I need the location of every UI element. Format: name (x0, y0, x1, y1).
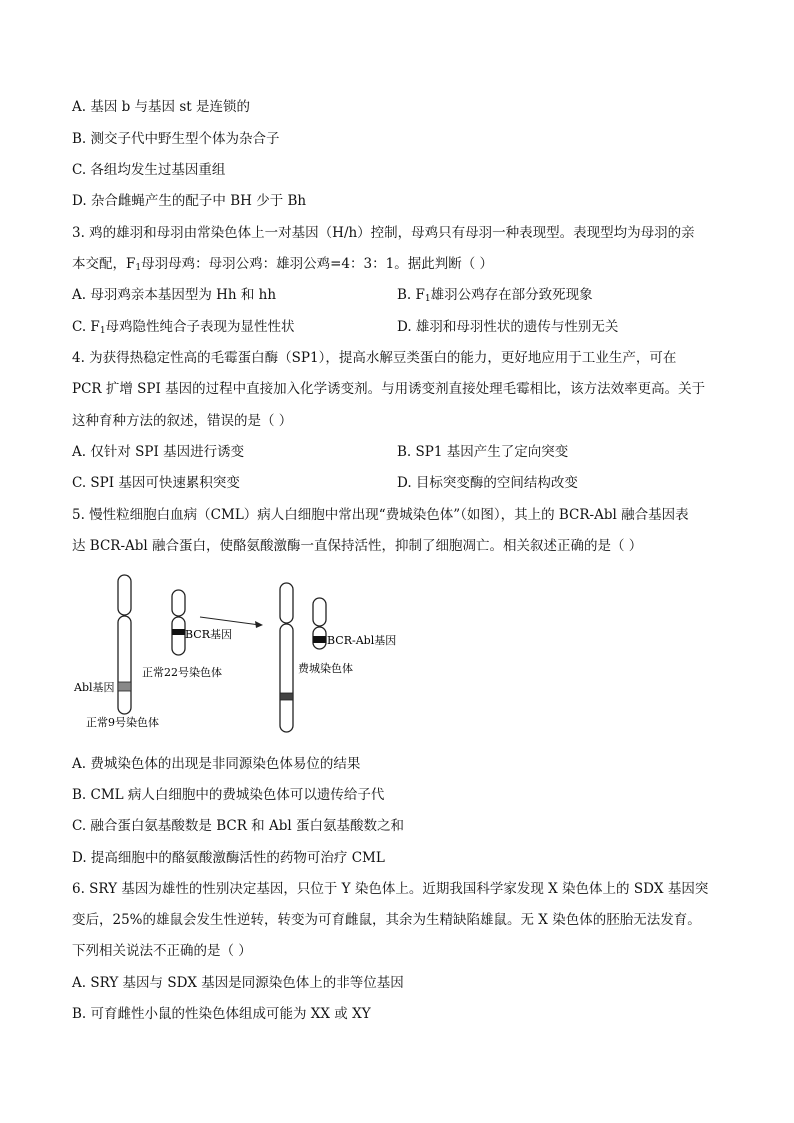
abl-gene-band (118, 682, 131, 691)
q3-option-c: C. $F_1$母鸡隐性纯合子表现为显性性状 (72, 319, 295, 336)
chromosome-translocation-figure (60, 565, 440, 745)
chromosome-9 (118, 575, 131, 714)
q4-option-b: B. SP1 基因产生了定向突变 (397, 444, 569, 460)
chr9-label: 正常9号染色体 (86, 716, 159, 729)
q6-option-b: B. 可育雌性小鼠的性染色体组成可能为 XX 或 XY (72, 1006, 371, 1022)
q4-option-a: A. 仅针对 SPI 基因进行诱变 (72, 444, 245, 460)
abl-gene-label: Abl基因 (74, 681, 115, 694)
q4-option-d: D. 目标突变酶的空间结构改变 (397, 475, 578, 491)
q2-option-c: C. 各组均发生过基因重组 (72, 162, 226, 178)
q4-stem-line3: 这种育种方法的叙述，错误的是（ ） (72, 413, 293, 429)
chr22-label: 正常22号染色体 (142, 666, 222, 679)
q4-option-c: C. SPI 基因可快速累积突变 (72, 475, 240, 491)
q5-stem-line1: 5. 慢性粒细胞白血病（CML）病人白细胞中常出现“费城染色体”（如图），其上的 BCR-Abl 融合基因表 (72, 507, 689, 523)
q5-option-c: C. 融合蛋白氨基酸数是 BCR 和 Abl 蛋白氨基酸数之和 (72, 818, 404, 834)
bcr-gene-band (172, 629, 185, 635)
q3-option-d: D. 雄羽和母羽性状的遗传与性别无关 (397, 319, 619, 335)
q6-stem-line1: 6. SRY 基因为雄性的性别决定基因，只位于 Y 染色体上。近期我国科学家发现 X 染色体上的 SDX 基因突 (72, 881, 709, 897)
q5-option-a: A. 费城染色体的出现是非同源染色体易位的结果 (72, 756, 361, 772)
q3-stem-line2: 本交配，$F_1$母羽母鸡：母羽公鸡：雄羽公鸡=4：3：1。据此判断（ ） (72, 256, 493, 273)
q2-option-d: D. 杂合雌蝇产生的配子中 BH 少于 Bh (72, 193, 307, 209)
bcr-abl-gene-label: BCR-Abl基因 (327, 634, 397, 647)
q6-stem-line3: 下列相关说法不正确的是（ ） (72, 943, 252, 959)
q4-stem-line2: PCR 扩增 SPI 基因的过程中直接加入化学诱变剂。与用诱变剂直接处理毛霉相比，该方法效率更高。关于 (72, 381, 706, 397)
bcr-gene-label: BCR基因 (185, 628, 232, 641)
chromosome-22 (172, 590, 185, 655)
q3-option-b: B. $F_1$雄羽公鸡存在部分致死现象 (397, 287, 593, 304)
bcr-abl-band (313, 636, 326, 643)
q3-stem-line1: 3. 鸡的雄羽和母羽由常染色体上一对基因（H/h）控制，母鸡只有母羽一种表现型。表现型均为母羽的亲 (72, 225, 695, 241)
philadelphia-label: 费城染色体 (298, 662, 353, 675)
q6-stem-line2: 变后，25%的雄鼠会发生性逆转，转变为可育雌鼠，其余为生精缺陷雄鼠。无 X 染色体的胚胎无法发育。 (72, 912, 701, 928)
q3-option-a: A. 母羽鸡亲本基因型为 Hh 和 hh (72, 287, 277, 303)
q6-option-a: A. SRY 基因与 SDX 基因是同源染色体上的非等位基因 (72, 975, 404, 991)
q2-option-b: B. 测交子代中野生型个体为杂合子 (72, 131, 280, 147)
q5-option-d: D. 提高细胞中的酪氨酸激酶活性的药物可治疗 CML (72, 850, 385, 866)
q4-stem-line1: 4. 为获得热稳定性高的毛霉蛋白酶（SP1），提高水解豆类蛋白的能力，更好地应用于工业生产，可在 (72, 350, 677, 366)
derivative-band (280, 693, 293, 700)
q5-option-b: B. CML 病人白细胞中的费城染色体可以遗传给子代 (72, 787, 385, 803)
derivative-chromosome-9 (280, 583, 293, 732)
q2-option-a: A. 基因 b 与基因 st 是连锁的 (72, 99, 250, 115)
arrow-icon (200, 617, 263, 628)
q5-stem-line2: 达 BCR-Abl 融合蛋白，使酪氨酸激酶一直保持活性，抑制了细胞凋亡。相关叙述正确的是（ ） (72, 538, 643, 554)
